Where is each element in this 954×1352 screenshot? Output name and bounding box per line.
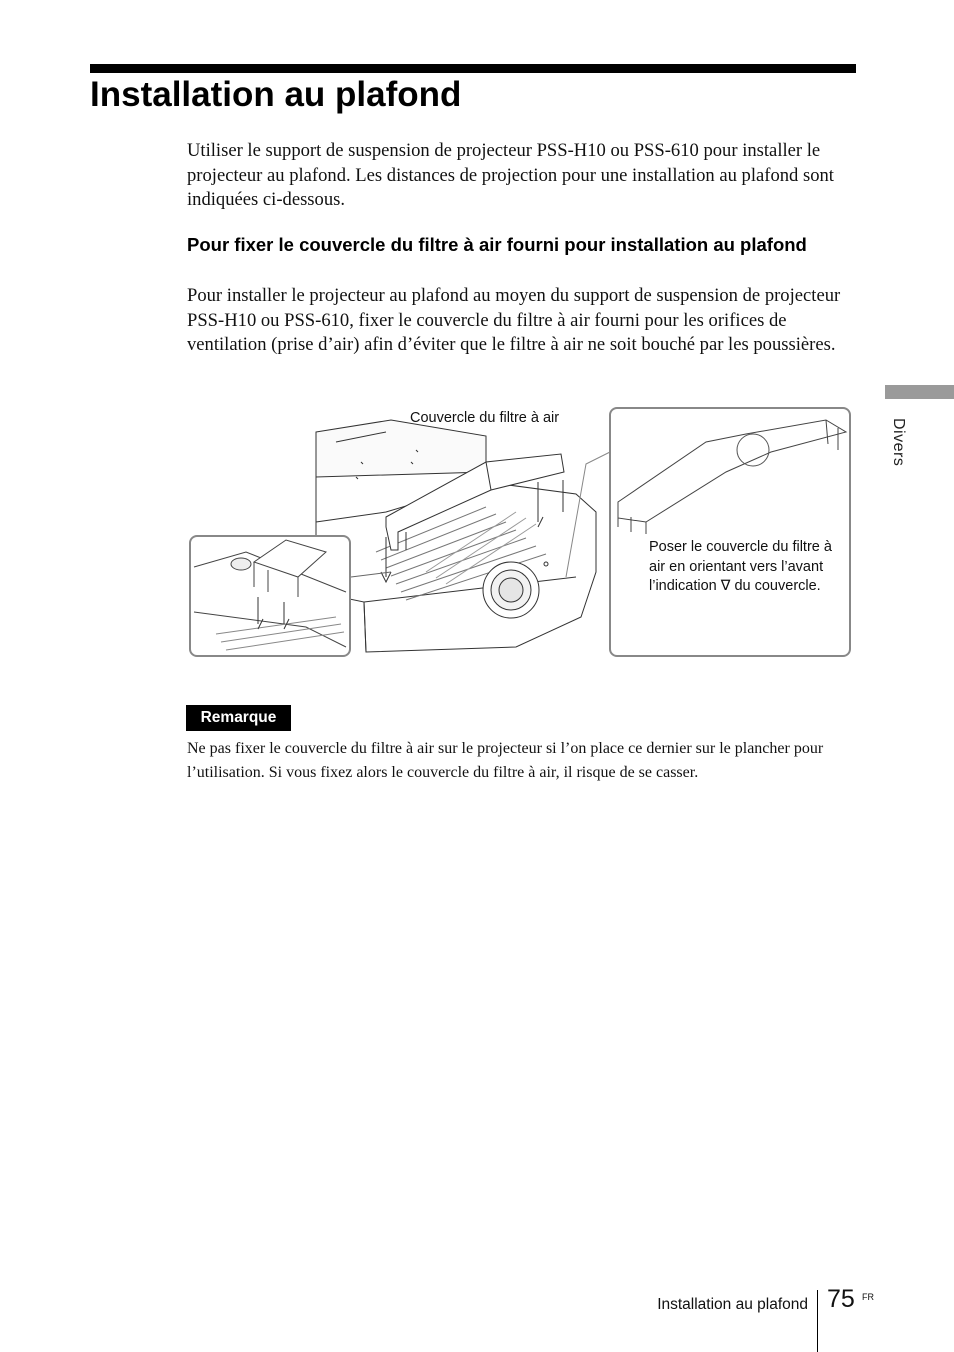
note-label: Remarque	[186, 705, 291, 731]
page-number: 75	[827, 1285, 855, 1313]
note-text: Ne pas fixer le couvercle du filtre à air sur le projecteur si l’on place ce dernier sur le plancher pour l’utilisation. Si vous fixez alors le couvercle du filtre à air, il risque de se casser.	[187, 740, 824, 781]
caption-cover-orientation: Poser le couvercle du filtre à air en orientant vers l’avant l’indication ∇ du couvercle.	[649, 539, 832, 594]
footer-section-title: Installation au plafond	[657, 1296, 808, 1313]
footer-divider	[817, 1290, 818, 1352]
installation-figure	[186, 402, 856, 664]
caption-filter-cover: Couvercle du filtre à air	[410, 410, 560, 426]
section-tab-marker	[885, 385, 954, 399]
language-code: FR	[862, 1292, 874, 1302]
intro-paragraph: Utiliser le support de suspension de projecteur PSS-H10 ou PSS-610 pour installer le projecteur au plafond. Les distances de projection pour une installation au plafond sont indiquées ci-dessous.	[187, 140, 834, 210]
projector-illustration	[186, 402, 856, 664]
instruction-paragraph: Pour installer le projecteur au plafond au moyen du support de suspension de projecteur PSS-H10 ou PSS-610, fixer le couvercle du filtre à air fourni pour les orifices de ventilation (prise d’air) afin d’éviter que le filtre à air ne soit bouché par les poussières.	[187, 285, 841, 355]
section-tab-label: Divers	[890, 418, 907, 467]
section-heading: Pour fixer le couvercle du filtre à air fourni pour installation au plafond	[187, 234, 807, 255]
page-title: Installation au plafond	[90, 75, 462, 114]
